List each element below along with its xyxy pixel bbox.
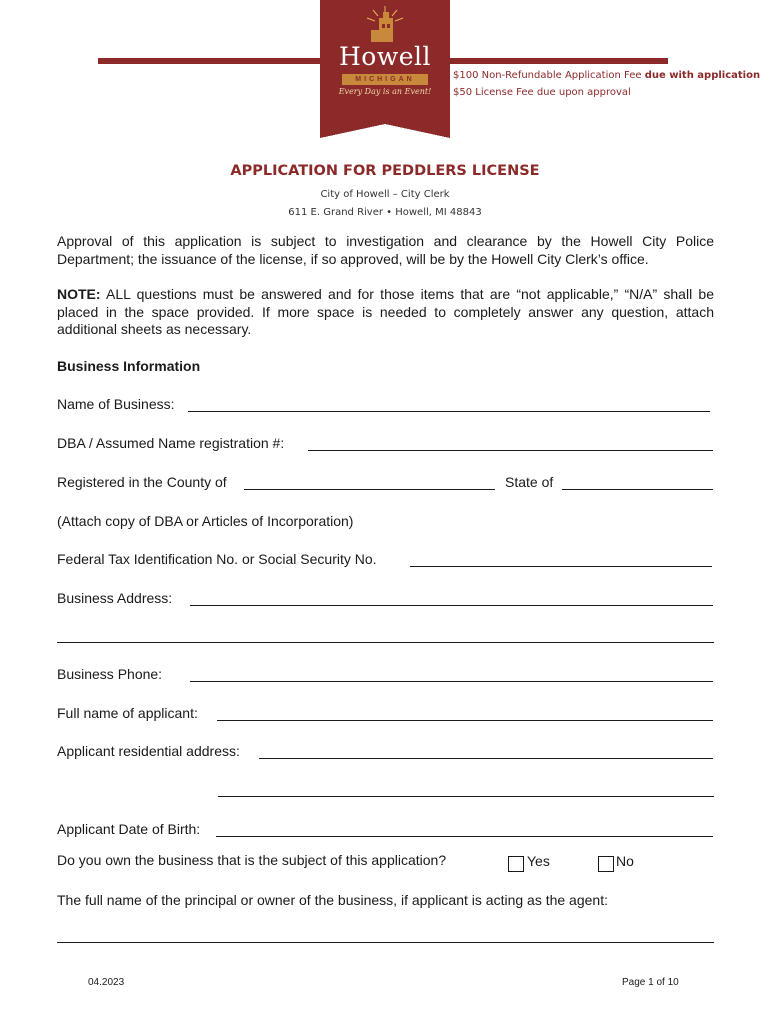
business-address-field[interactable] [190, 605, 713, 606]
revision-date: 04.2023 [88, 977, 125, 988]
city-skyline-icon [355, 4, 415, 44]
business-name-label: Name of Business: [57, 396, 175, 412]
residential-address-field[interactable] [259, 758, 713, 759]
state-label: State of [505, 474, 554, 490]
principal-field[interactable] [57, 942, 714, 943]
business-address-label: Business Address: [57, 590, 173, 606]
state-field[interactable] [562, 489, 713, 490]
yes-label: Yes [527, 853, 550, 869]
business-phone-label: Business Phone: [57, 666, 163, 682]
residential-address-label: Applicant residential address: [57, 743, 240, 759]
full-name-field[interactable] [217, 720, 713, 721]
logo-name: Howell [338, 42, 432, 71]
own-business-question: Do you own the business that is the subject of this application? [57, 852, 447, 868]
no-checkbox[interactable] [598, 856, 614, 872]
subtitle-clerk: City of Howell – City Clerk [320, 189, 450, 200]
business-phone-field[interactable] [190, 681, 713, 682]
business-address-field-2[interactable] [57, 642, 714, 643]
dob-field[interactable] [216, 836, 713, 837]
fee-info [453, 67, 760, 101]
intro-paragraph: Approval of this application is subject to investigation and clearance by the Howell City Police Department; the issuance of the license, if so approved, will be by the Howell City Clerk’s office. [57, 233, 714, 267]
logo-subtitle: MICHIGAN [342, 74, 428, 85]
principal-label: The full name of the principal or owner of the business, if applicant is acting as the agent: [57, 892, 608, 908]
subtitle-address: 611 E. Grand River • Howell, MI 48843 [288, 207, 482, 218]
fee-line-2: $50 License Fee due upon approval [453, 87, 631, 98]
business-name-field[interactable] [188, 411, 710, 412]
no-label: No [616, 853, 634, 869]
dba-field[interactable] [308, 450, 713, 451]
howell-logo [320, 0, 450, 124]
dba-label: DBA / Assumed Name registration #: [57, 435, 285, 451]
attach-note: (Attach copy of DBA or Articles of Incorporation) [57, 513, 354, 529]
full-name-label: Full name of applicant: [57, 705, 198, 721]
fee-line-1: $100 Non-Refundable Application Fee due with application [453, 70, 761, 81]
section-heading: Business Information [57, 358, 201, 374]
residential-address-field-2[interactable] [218, 796, 714, 797]
note-paragraph: NOTE: ALL questions must be answered and for those items that are “not applicable,” “N/A” shall be placed in the space provided. If more space is needed to completely answer any question, attach additional sheets as necessary. [57, 286, 714, 337]
logo-notch [320, 124, 450, 138]
county-field[interactable] [244, 489, 495, 490]
dob-label: Applicant Date of Birth: [57, 821, 201, 837]
page-title: APPLICATION FOR PEDDLERS LICENSE [230, 163, 540, 179]
yes-checkbox[interactable] [508, 856, 524, 872]
tax-id-field[interactable] [410, 566, 712, 567]
county-label: Registered in the County of [57, 474, 227, 490]
page-number: Page 1 of 10 [622, 977, 679, 988]
tax-id-label: Federal Tax Identification No. or Social Security No. [57, 551, 377, 567]
logo-tagline: Every Day is an Event! [338, 87, 432, 96]
